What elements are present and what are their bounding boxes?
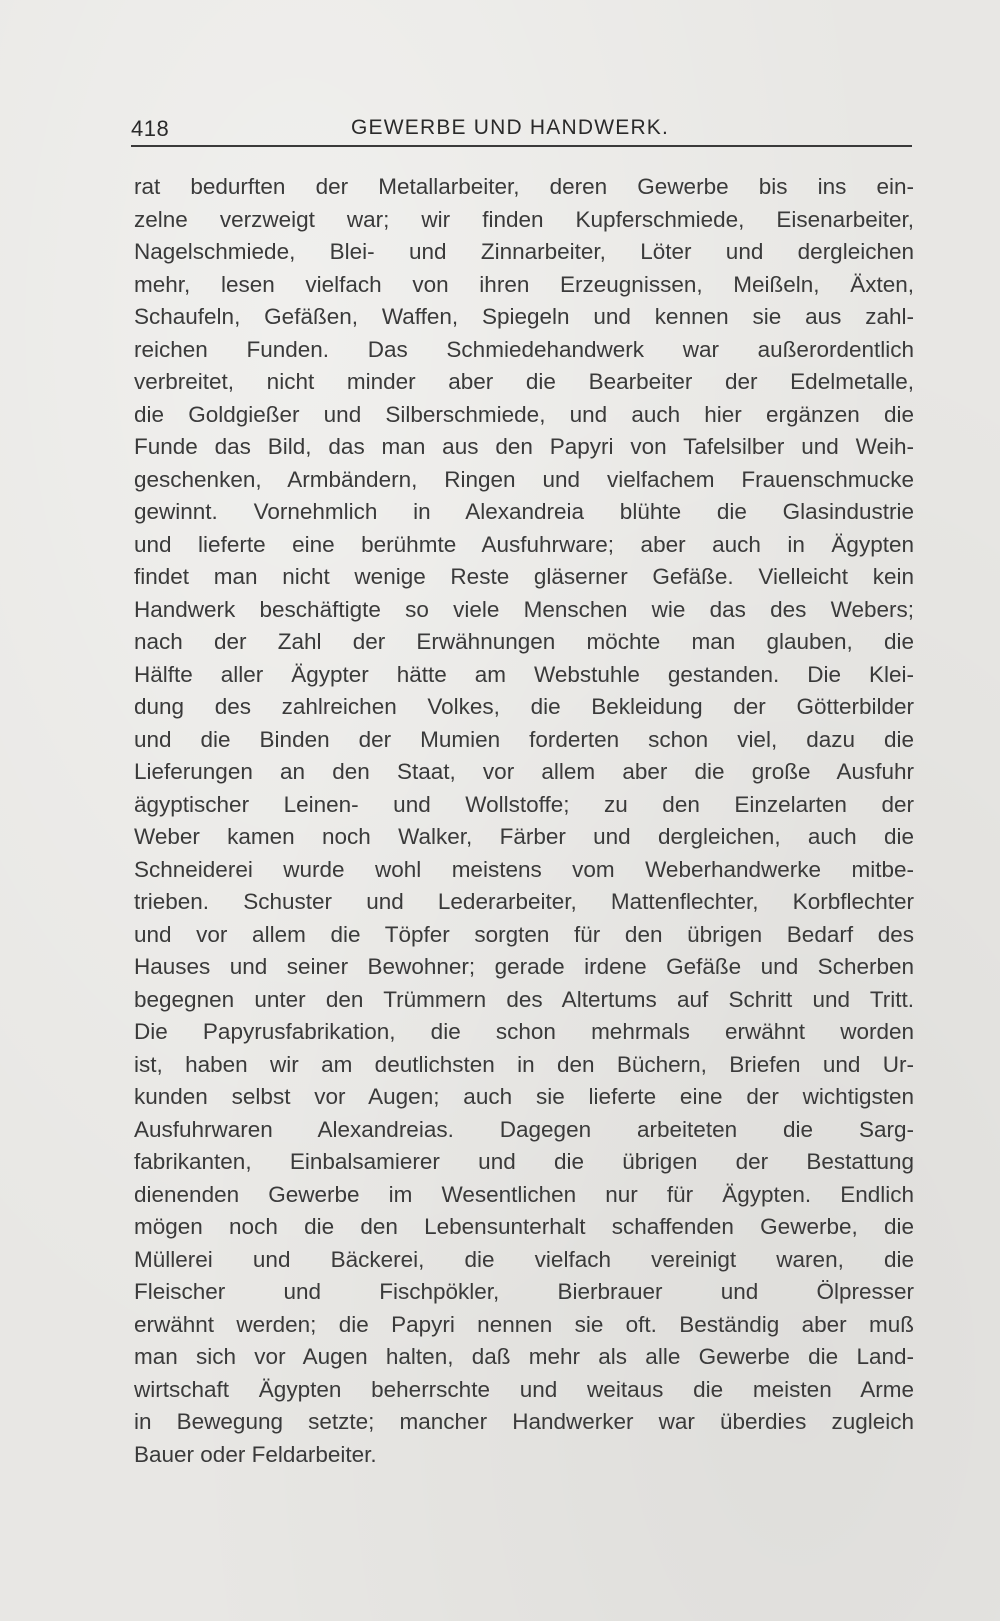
text-line: begegnen unter den Trümmern des Altertums auf Schritt und Tritt. (134, 986, 914, 1012)
body-text (134, 171, 914, 1471)
text-line: Handwerk beschäftigte so viele Menschen wie das des Webers; (134, 596, 914, 622)
text-line: Fleischer und Fischpökler, Bierbrauer und Ölpresser (134, 1279, 914, 1304)
text-line: Hauses und seiner Bewohner; gerade irdene Gefäße und Scherben (134, 954, 914, 979)
page-number: 418 (131, 116, 170, 141)
text-line: Schneiderei wurde wohl meistens vom Weberhandwerke mitbe- (134, 856, 914, 882)
text-line: man sich vor Augen halten, daß mehr als alle Gewerbe die Land- (134, 1344, 914, 1369)
text-line: Schaufeln, Gefäßen, Waffen, Spiegeln und kennen sie aus zahl- (134, 304, 914, 329)
header-rule (131, 145, 912, 147)
page-header (131, 116, 911, 146)
text-line: trieben. Schuster und Lederarbeiter, Mattenflechter, Korbflechter (134, 889, 914, 914)
text-line: findet man nicht wenige Reste gläserner Gefäße. Vielleicht kein (134, 564, 914, 589)
text-line: verbreitet, nicht minder aber die Bearbeiter der Edelmetalle, (134, 369, 914, 394)
text-line: Hälfte aller Ägypter hätte am Webstuhle gestanden. Die Klei- (134, 661, 914, 687)
text-line: reichen Funden. Das Schmiedehandwerk war außerordentlich (134, 336, 914, 362)
text-line: Bauer oder Feldarbeiter. (134, 1441, 377, 1467)
text-line: nach der Zahl der Erwähnungen möchte man glauben, die (134, 629, 914, 654)
text-line: Lieferungen an den Staat, vor allem aber die große Ausfuhr (134, 759, 914, 784)
text-line: Funde das Bild, das man aus den Papyri von Tafelsilber und Weih- (134, 434, 914, 459)
text-line: und die Binden der Mumien forderten schon viel, dazu die (134, 726, 914, 752)
text-line: in Bewegung setzte; mancher Handwerker war überdies zugleich (134, 1409, 914, 1434)
text-line: Nagelschmiede, Blei- und Zinnarbeiter, Löter und dergleichen (134, 239, 914, 264)
text-line: dung des zahlreichen Volkes, die Bekleidung der Götterbilder (134, 694, 914, 719)
text-line: mehr, lesen vielfach von ihren Erzeugnissen, Meißeln, Äxten, (134, 271, 914, 297)
text-line: Weber kamen noch Walker, Färber und dergleichen, auch die (134, 824, 914, 849)
text-line: Ausfuhrwaren Alexandreias. Dagegen arbeiteten die Sarg- (134, 1116, 914, 1142)
text-line: erwähnt werden; die Papyri nennen sie oft. Beständig aber muß (134, 1311, 914, 1337)
text-line: Die Papyrusfabrikation, die schon mehrmals erwähnt worden (134, 1019, 914, 1044)
text-line: fabrikanten, Einbalsamierer und die übrigen der Bestattung (134, 1149, 914, 1174)
text-line: wirtschaft Ägypten beherrschte und weitaus die meisten Arme (134, 1376, 914, 1402)
running-head: GEWERBE UND HANDWERK. (351, 116, 670, 139)
text-line: die Goldgießer und Silberschmiede, und auch hier ergänzen die (134, 401, 914, 427)
text-line: kunden selbst vor Augen; auch sie lieferte eine der wichtigsten (134, 1084, 914, 1109)
text-line: gewinnt. Vornehmlich in Alexandreia blühte die Glasindustrie (134, 499, 914, 524)
text-line: und lieferte eine berühmte Ausfuhrware; aber auch in Ägypten (134, 531, 914, 557)
text-line: ägyptischer Leinen- und Wollstoffe; zu den Einzelarten der (134, 791, 914, 817)
text-line: Müllerei und Bäckerei, die vielfach vereinigt waren, die (134, 1246, 914, 1272)
text-line: mögen noch die den Lebensunterhalt schaffenden Gewerbe, die (134, 1214, 914, 1239)
text-line: dienenden Gewerbe im Wesentlichen nur für Ägypten. Endlich (134, 1181, 914, 1207)
text-line: zelne verzweigt war; wir finden Kupferschmiede, Eisenarbeiter, (134, 206, 914, 232)
text-line: rat bedurften der Metallarbeiter, deren Gewerbe bis ins ein- (134, 174, 914, 199)
text-line: ist, haben wir am deutlichsten in den Büchern, Briefen und Ur- (134, 1051, 914, 1077)
text-line: geschenken, Armbändern, Ringen und vielfachem Frauenschmucke (134, 466, 914, 492)
text-line: und vor allem die Töpfer sorgten für den übrigen Bedarf des (134, 921, 914, 947)
